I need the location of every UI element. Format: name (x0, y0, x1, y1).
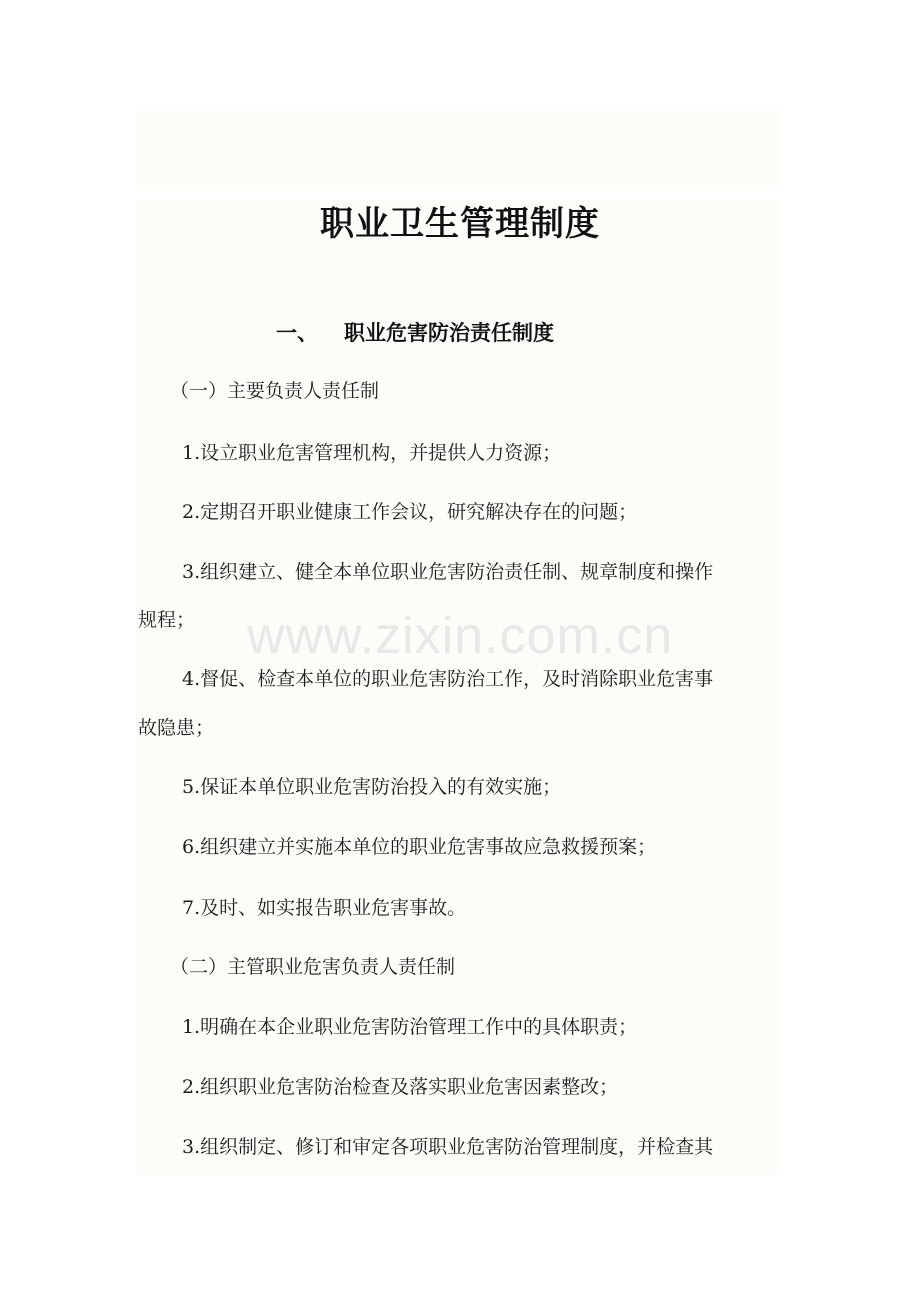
page-background-top (136, 110, 782, 190)
section-number: 一、 (276, 321, 318, 345)
list-item: 7.及时、如实报告职业危害事故。 (182, 897, 467, 919)
list-item: 1.设立职业危害管理机构，并提供人力资源； (182, 442, 562, 464)
list-item: 4.督促、检查本单位的职业危害防治工作，及时消除职业危害事 (182, 668, 714, 690)
watermark: www.zixin.com.cn (246, 607, 674, 665)
list-item: 5.保证本单位职业危害防治投入的有效实施； (182, 776, 562, 798)
list-item: 6.组织建立并实施本单位的职业危害事故应急救援预案； (182, 836, 657, 858)
list-item: 3.组织制定、修订和审定各项职业危害防治管理制度，并检查其 (182, 1136, 714, 1158)
subsection-heading-2: （二）主管职业危害负责人责任制 (170, 956, 456, 978)
list-item: 1.明确在本企业职业危害防治管理工作中的具体职责； (182, 1016, 638, 1038)
list-item-continuation: 规程； (138, 609, 196, 631)
subsection-heading-1: （一）主要负责人责任制 (170, 380, 380, 402)
list-item: 3.组织建立、健全本单位职业危害防治责任制、规章制度和操作 (182, 561, 714, 583)
list-item: 2.定期召开职业健康工作会议，研究解决存在的问题； (182, 501, 638, 523)
section-heading (276, 316, 554, 350)
section-title: 职业危害防治责任制度 (344, 321, 554, 345)
list-item: 2.组织职业危害防治检查及落实职业危害因素整改； (182, 1076, 619, 1098)
list-item-continuation: 故隐患； (138, 717, 215, 739)
document-title: 职业卫生管理制度 (320, 204, 600, 244)
